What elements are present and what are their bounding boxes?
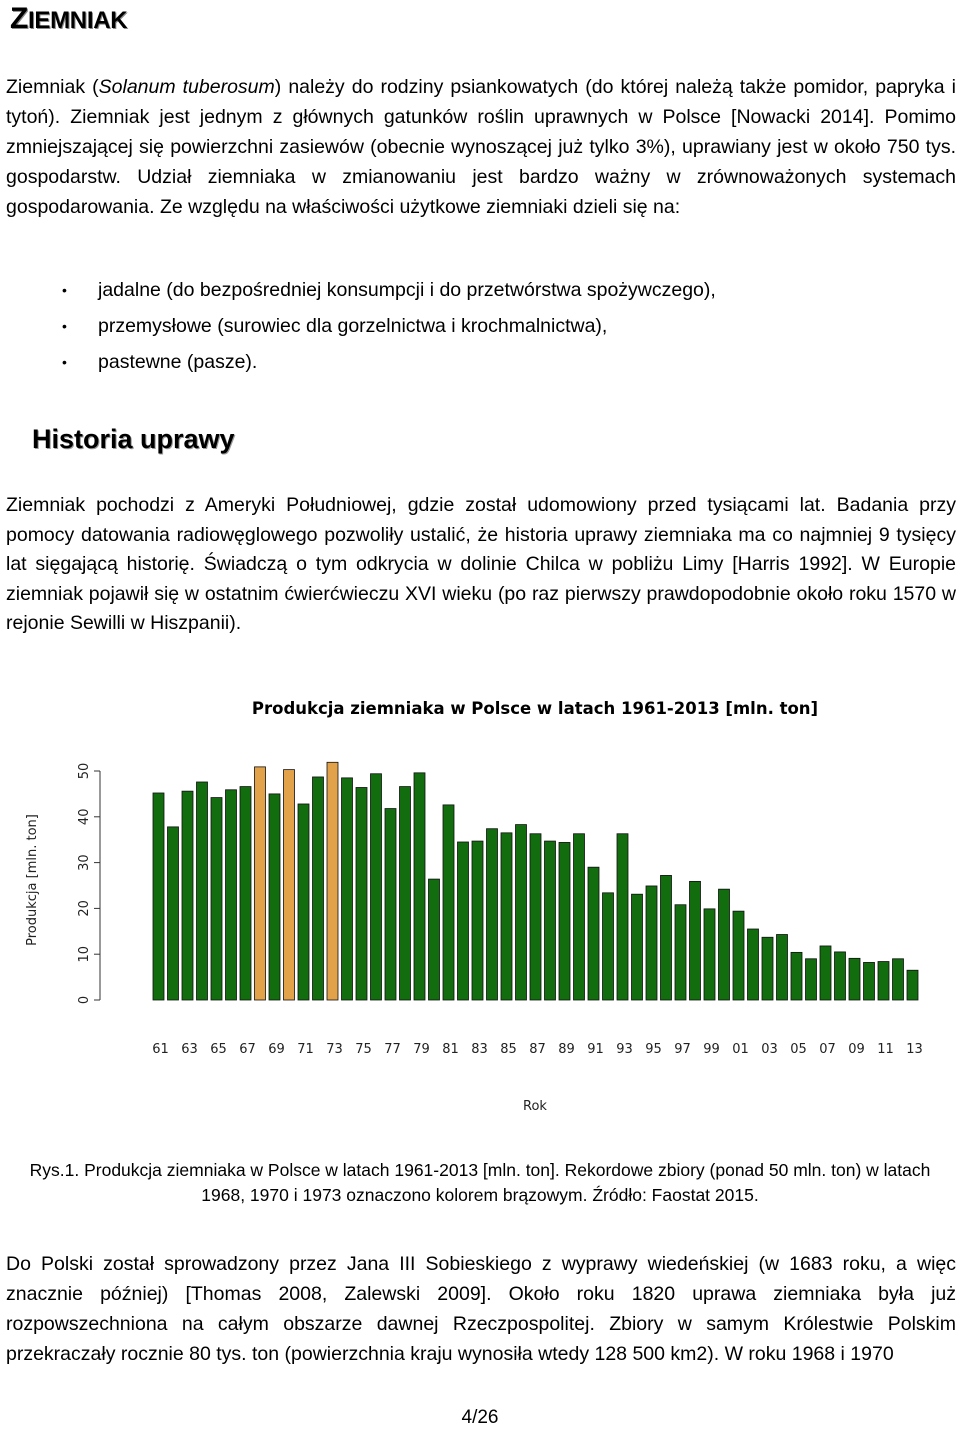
bar-2004 <box>777 935 788 1000</box>
chart-title: Produkcja ziemniaka w Polsce w latach 1961-2013 [mln. ton] <box>251 699 819 718</box>
y-tick-label: 0 <box>77 995 92 1005</box>
bar-1980 <box>429 879 440 1000</box>
bar-1995 <box>646 886 657 1000</box>
title-rest: IEMNIAK <box>28 7 128 34</box>
intro-paragraph <box>6 72 956 222</box>
x-tick-label: 89 <box>558 1042 575 1057</box>
bar-1970 <box>284 770 295 1000</box>
bar-1977 <box>385 809 396 1000</box>
bar-1990 <box>574 834 585 1000</box>
bar-1964 <box>197 782 208 1000</box>
bar-1991 <box>588 867 599 1000</box>
bar-2002 <box>748 929 759 1000</box>
x-tick-label: 83 <box>471 1042 488 1057</box>
page-number: 4/26 <box>461 1407 499 1428</box>
bar-1962 <box>168 827 179 1000</box>
bar-1976 <box>371 774 382 1000</box>
bar-1987 <box>530 834 541 1000</box>
history-paragraph: Ziemniak pochodzi z Ameryki Południowej, gdzie został udomowiony przed tysiącami lat. Badania przy pomocy datowania radiowęglowego pozwoliły ustalić, że historia uprawy ziemniaka ma co najmniej 9 tysięcy lat sięgającą historię. Świadczą o tym odkrycia w dolinie Chilca w pobliżu Limy [Harris 1992]. W Europie ziemniak pojawił się w ostatnim ćwierćwieczu XVI wieku (po raz pierwszy prawdopodobnie około roku 1570 w rejonie Sewilli w Hiszpanii). <box>6 494 956 635</box>
bar-1965 <box>211 798 222 1000</box>
bars <box>153 762 918 1000</box>
x-tick-label: 93 <box>616 1042 633 1057</box>
x-tick-label: 97 <box>674 1042 691 1057</box>
bar-2007 <box>820 946 831 1000</box>
bar-1973 <box>327 762 338 1000</box>
bar-1997 <box>675 905 686 1000</box>
bar-1961 <box>153 793 164 1000</box>
intro-text-1: Ziemniak ( <box>6 76 99 98</box>
x-tick-label: 73 <box>326 1042 343 1057</box>
x-axis <box>152 1042 923 1057</box>
bar-1996 <box>661 875 672 1000</box>
y-tick-label: 40 <box>77 808 92 826</box>
history-heading: Historia uprawy <box>32 424 235 454</box>
bar-2000 <box>719 889 730 1000</box>
bar-1984 <box>487 829 498 1000</box>
bar-2009 <box>849 958 860 1000</box>
y-tick-label: 30 <box>77 854 92 871</box>
bar-1968 <box>255 767 266 1000</box>
bar-2006 <box>806 959 817 1000</box>
bar-1972 <box>313 777 324 1000</box>
bar-1988 <box>545 841 556 1000</box>
bar-1983 <box>472 841 483 1000</box>
bar-1966 <box>226 790 237 1000</box>
caption-line-2: 1968, 1970 i 1973 oznaczono kolorem brązowym. Źródło: Faostat 2015. <box>201 1185 759 1205</box>
x-tick-label: 81 <box>442 1042 459 1057</box>
caption-line-1: Rys.1. Produkcja ziemniaka w Polsce w latach 1961-2013 [mln. ton]. Rekordowe zbiory (ponad 50 mln. ton) w latach <box>29 1160 931 1180</box>
x-tick-label: 65 <box>210 1042 227 1057</box>
x-tick-label: 71 <box>297 1042 314 1057</box>
bar-2012 <box>893 959 904 1000</box>
document-title <box>10 2 127 36</box>
x-tick-label: 11 <box>877 1042 894 1057</box>
bar-1985 <box>501 833 512 1000</box>
x-tick-label: 09 <box>848 1042 865 1057</box>
bar-1981 <box>443 805 454 1000</box>
intro-text-2: ) należy do rodziny psiankowatych (do której należą także pomidor, papryka i tytoń). Ziemniak jest jednym z głównych gatunków roślin uprawnych w Polsce [Nowacki 2014]. Pomimo zmniejszającej się powierzchni zasiewów (obecnie wynoszącej już tylko 3%), uprawiany jest w około 750 tys. gospodarstw. Udział ziemniaka w zmianowaniu jest bardzo ważny w zrównoważonych systemach gospodarowania. Ze względu na właściwości użytkowe ziemniaki dzieli się na: <box>6 76 956 218</box>
bar-2003 <box>762 937 773 1000</box>
bar-1989 <box>559 842 570 1000</box>
closing-paragraph: Do Polski został sprowadzony przez Jana III Sobieskiego z wyprawy wiedeńskiej (w 1683 roku, a więc znacznie później) [Thomas 2008, Zalewski 2009]. Około roku 1820 uprawa ziemniaka była już rozpowszechniona na całym obszarze dawnej Rzeczpospolitej. Zbiory w samym Królestwie Polskim przekraczały rocznie 80 tys. ton (powierzchnia kraju wynosiła wtedy 128 500 km2). W roku 1968 i 1970 <box>6 1253 956 1365</box>
title-initial: Z <box>10 2 29 35</box>
y-axis <box>77 763 100 1004</box>
bar-1967 <box>240 787 251 1000</box>
list-item: • pastewne (pasze). <box>62 344 716 380</box>
x-tick-label: 69 <box>268 1042 285 1057</box>
x-tick-label: 95 <box>645 1042 662 1057</box>
bar-1978 <box>400 787 411 1000</box>
bar-1998 <box>690 881 701 1000</box>
x-tick-label: 87 <box>529 1042 546 1057</box>
bar-1969 <box>269 794 280 1000</box>
bar-1982 <box>458 842 469 1000</box>
list-item: • przemysłowe (surowiec dla gorzelnictwa i krochmalnictwa), <box>62 308 716 344</box>
x-tick-label: 79 <box>413 1042 430 1057</box>
y-tick-label: 50 <box>77 762 92 780</box>
x-tick-label: 01 <box>732 1042 749 1057</box>
figure-caption <box>0 1158 960 1208</box>
x-tick-label: 61 <box>152 1042 169 1057</box>
x-tick-label: 03 <box>761 1042 778 1057</box>
y-axis-label: Produkcja [mln. ton] <box>25 814 40 946</box>
x-tick-label: 99 <box>703 1042 720 1057</box>
bar-1974 <box>342 778 353 1000</box>
x-tick-label: 63 <box>181 1042 198 1057</box>
bar-1963 <box>182 791 193 1000</box>
bar-1992 <box>603 893 614 1000</box>
bar-2005 <box>791 952 802 1000</box>
bar-2008 <box>835 952 846 1000</box>
bar-2001 <box>733 911 744 1000</box>
list-item: • jadalne (do bezpośredniej konsumpcji i do przetwórstwa spożywczego), <box>62 272 716 308</box>
bar-1999 <box>704 909 715 1000</box>
x-tick-label: 77 <box>384 1042 401 1057</box>
bar-1994 <box>632 894 643 1000</box>
bar-1986 <box>516 825 527 1000</box>
x-tick-label: 67 <box>239 1042 256 1057</box>
x-tick-label: 75 <box>355 1042 372 1057</box>
bar-1993 <box>617 834 628 1000</box>
x-tick-label: 05 <box>790 1042 807 1057</box>
bar-2010 <box>864 962 875 1000</box>
bar-1979 <box>414 773 425 1000</box>
y-tick-label: 20 <box>77 900 92 917</box>
latin-name: Solanum tuberosum <box>98 76 275 98</box>
x-axis-label: Rok <box>523 1099 547 1114</box>
bar-1971 <box>298 804 309 1000</box>
x-tick-label: 85 <box>500 1042 517 1057</box>
x-tick-label: 13 <box>906 1042 923 1057</box>
bar-1975 <box>356 787 367 1000</box>
y-tick-label: 10 <box>77 945 92 963</box>
bar-2013 <box>907 970 918 1000</box>
bar-2011 <box>878 962 889 1000</box>
usage-list <box>62 272 716 380</box>
x-tick-label: 07 <box>819 1042 836 1057</box>
x-tick-label: 91 <box>587 1042 604 1057</box>
production-chart <box>0 680 960 1120</box>
